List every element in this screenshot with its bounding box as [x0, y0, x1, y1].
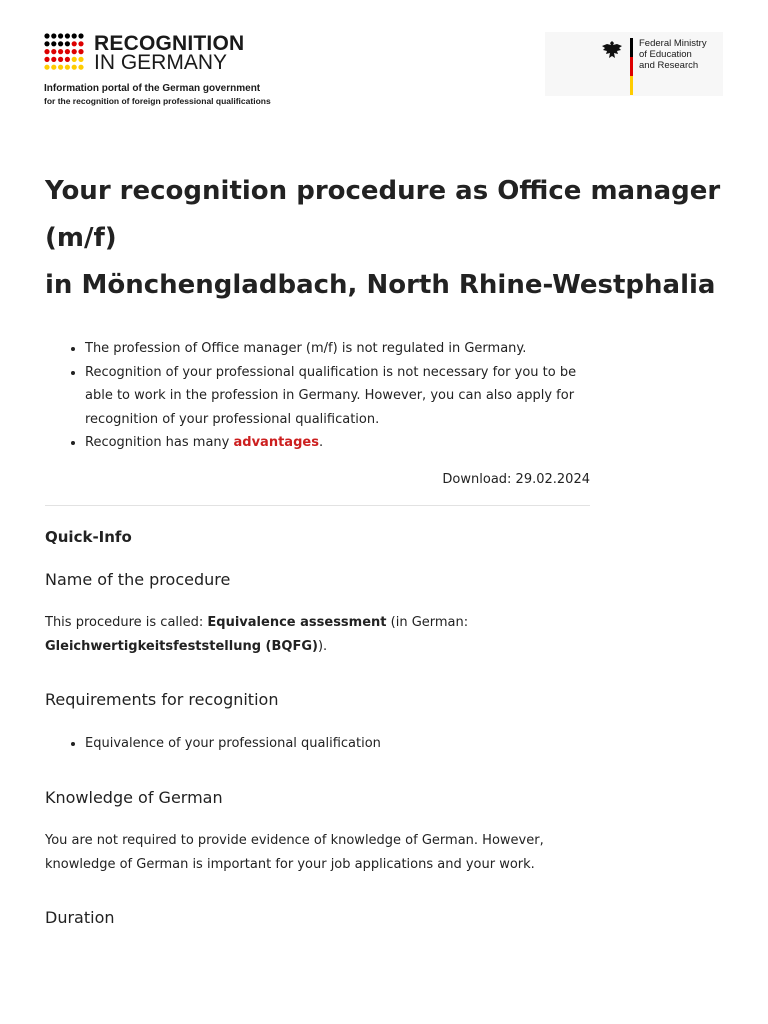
logo-dot — [44, 49, 49, 54]
procedure-name-text — [45, 611, 590, 659]
logo-dot — [51, 65, 56, 70]
logo-dot — [44, 65, 49, 70]
page-title-line2: in Mönchengladbach, North Rhine-Westphalia — [45, 270, 716, 300]
procedure-middle: (in German: — [386, 615, 469, 630]
procedure-name: Equivalence assessment — [207, 615, 387, 630]
logo-dot — [72, 41, 77, 46]
ministry-name-line2: of Education — [639, 49, 692, 60]
logo-dot — [78, 41, 83, 46]
logo-dot — [51, 41, 56, 46]
intro-item-not-regulated: • The profession of Office manager (m/f) is not regulated in Germany. — [85, 337, 590, 361]
flag-black-stripe — [630, 38, 633, 57]
federal-eagle-icon — [601, 40, 623, 60]
duration-heading: Duration — [45, 907, 115, 927]
ministry-name-line3: and Research — [639, 60, 699, 71]
ministry-logo[interactable] — [545, 32, 723, 96]
logo-dot — [58, 57, 63, 62]
advantages-link[interactable]: advantages — [233, 435, 319, 450]
logo-dot — [58, 49, 63, 54]
ministry-name-line1: Federal Ministry — [639, 38, 707, 49]
section-divider — [45, 505, 590, 506]
logo-dot — [65, 57, 70, 62]
german-knowledge-text: You are not required to provide evidence of knowledge of German. However, knowledge of German is important for your job applications and your work. — [45, 832, 544, 872]
logo-dot — [72, 49, 77, 54]
ministry-name — [639, 38, 707, 71]
brand-name-line2: IN GERMANY — [94, 51, 228, 74]
logo-dot — [44, 41, 49, 46]
portal-tagline: Information portal of the German government — [44, 83, 261, 94]
logo-dot — [44, 57, 49, 62]
flag-red-stripe — [630, 57, 633, 76]
logo-dot — [65, 49, 70, 54]
main-content — [45, 337, 590, 929]
quick-info-heading: Quick-Info — [45, 528, 132, 546]
german-flag-bar — [630, 38, 633, 95]
logo-dot — [78, 65, 83, 70]
flag-gold-stripe — [630, 76, 633, 95]
intro-list — [45, 337, 590, 455]
brand-name-line1: RECOGNITION — [94, 32, 245, 55]
logo-dot — [51, 57, 56, 62]
logo-dot — [72, 33, 77, 38]
logo-dot — [58, 41, 63, 46]
advantages-prefix: Recognition has many — [85, 435, 234, 450]
logo-dot — [58, 65, 63, 70]
logo-dot — [72, 57, 77, 62]
german-knowledge-heading: Knowledge of German — [45, 787, 223, 807]
procedure-suffix: ). — [317, 639, 328, 654]
logo-dot — [72, 65, 77, 70]
procedure-name-heading: Name of the procedure — [45, 570, 231, 589]
portal-subtagline: for the recognition of foreign professional qualifications — [44, 96, 271, 106]
logo-dot — [78, 57, 83, 62]
requirements-list — [45, 732, 590, 756]
logo-dot — [51, 33, 56, 38]
requirements-heading: Requirements for recognition — [45, 690, 279, 709]
page-title-line1: Your recognition procedure as Office manager (m/f) — [45, 176, 721, 253]
logo-dot — [44, 33, 49, 38]
intro-item-not-necessary: • Recognition of your professional qualification is not necessary for you to be able to work in the profession in Germany. However, you can also apply for recognition of your professional qualification. — [85, 361, 590, 432]
logo-dot — [65, 41, 70, 46]
requirement-item-equivalence: • Equivalence of your professional qualification — [85, 732, 590, 756]
procedure-prefix: This procedure is called: — [45, 615, 208, 630]
logo-dot — [58, 33, 63, 38]
logo-dot — [78, 49, 83, 54]
logo-dot — [65, 65, 70, 70]
dot-grid-logo-icon — [44, 33, 84, 71]
intro-item-advantages — [85, 431, 590, 455]
procedure-german-name: Gleichwertigkeitsfeststellung (BQFG) — [45, 639, 318, 654]
logo-dot — [78, 33, 83, 38]
logo-dot — [51, 49, 56, 54]
download-date: Download: 29.02.2024 — [442, 471, 590, 487]
logo-dot — [65, 33, 70, 38]
advantages-suffix: . — [318, 435, 324, 450]
page-title — [45, 168, 725, 309]
